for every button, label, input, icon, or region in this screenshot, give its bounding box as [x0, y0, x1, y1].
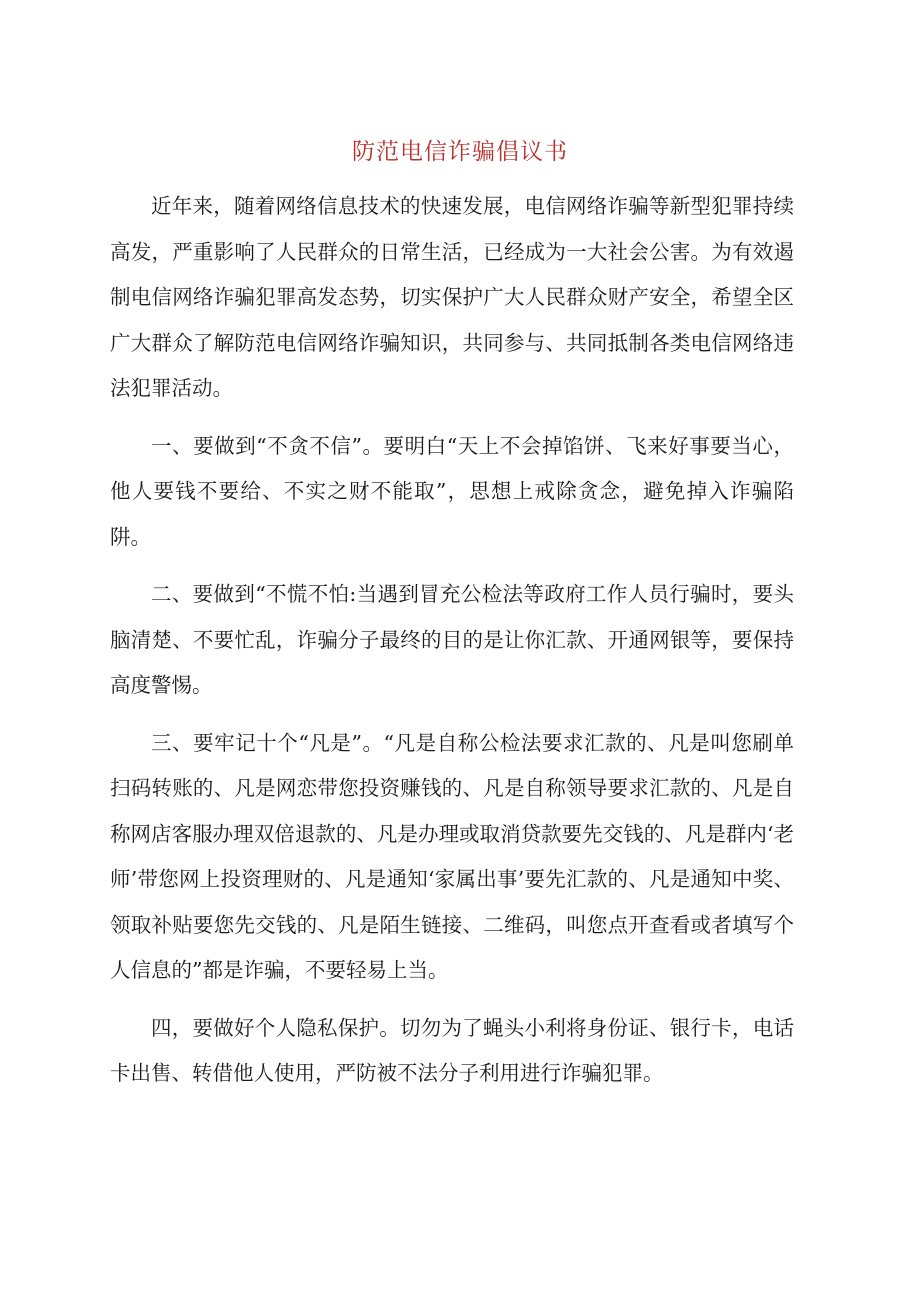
paragraph-item-2: 二、要做到“不慌不怕:当遇到冒充公检法等政府工作人员行骗时，要头脑清楚、不要忙乱，诈骗分子最终的目的是让你汇款、开通网银等，要保持高度警惕。: [110, 582, 794, 697]
document-body: [110, 184, 794, 1109]
paragraph-item-3: 三、要牢记十个“凡是”。“凡是自称公检法要求汇款的、凡是叫您刷单扫码转账的、凡是网恋带您投资赚钱的、凡是自称领导要求汇款的、凡是自称网店客服办理双倍退款的、凡是办理或取消贷款要先交钱的、凡是群内‘老师’带您网上投资理财的、凡是通知‘家属出事’要先汇款的、凡是通知中奖、领取补贴要您先交钱的、凡是陌生链接、二维码，叫您点开查看或者填写个人信息的”都是诈骗，不要轻易上当。: [110, 730, 794, 982]
paragraph-item-1: 一、要做到“不贪不信”。要明白“天上不会掉馅饼、飞来好事要当心，他人要钱不要给、不实之财不能取”，思想上戒除贪念，避免掉入诈骗陷阱。: [110, 433, 794, 549]
document-title: 防范电信诈骗倡议书: [352, 139, 568, 165]
paragraph-intro: 近年来，随着网络信息技术的快速发展，电信网络诈骗等新型犯罪持续高发，严重影响了人民群众的日常生活，已经成为一大社会公害。为有效遏制电信网络诈骗犯罪高发态势，切实保护广大人民群众财产安全，希望全区广大群众了解防范电信网络诈骗知识，共同参与、共同抵制各类电信网络违法犯罪活动。: [110, 194, 794, 400]
paragraph-item-4: 四，要做好个人隐私保护。切勿为了蝇头小利将身份证、银行卡，电话卡出售、转借他人使用，严防被不法分子利用进行诈骗犯罪。: [110, 1015, 794, 1085]
